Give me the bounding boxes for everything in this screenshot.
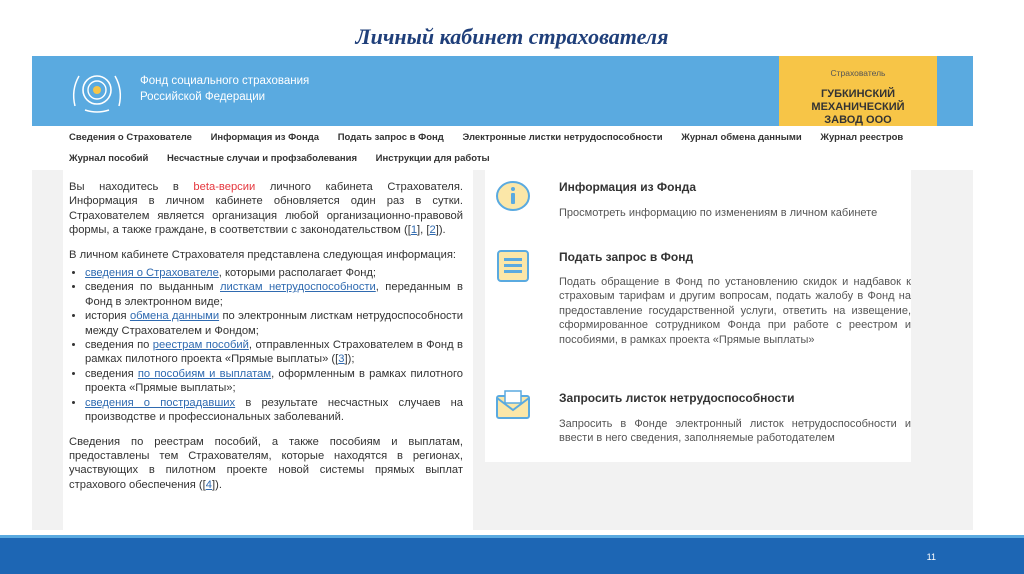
info-icon	[495, 178, 531, 214]
list-item	[85, 338, 463, 367]
nav-item-instructions[interactable]: Инструкции для работы	[375, 153, 490, 164]
card-text-sick-leave-request: Запросить в Фонде электронный листок нетрудоспособности и ввести в него сведения, заполняемые работодателем	[559, 418, 911, 445]
envelope-icon	[495, 388, 531, 424]
org-name-line2: Российской Федерации	[140, 91, 266, 103]
ref-link-1[interactable]: 1	[410, 224, 418, 237]
cabinet-screenshot	[32, 56, 973, 530]
slide-title: Личный кабинет страхователя	[355, 24, 669, 49]
card-title-submit-request[interactable]: Подать запрос в Фонд	[559, 250, 694, 264]
beta-label: beta-версии	[193, 181, 256, 193]
exchange-link[interactable]: обмена данными	[129, 310, 220, 323]
text: ]);	[344, 353, 355, 366]
footer-stripe	[0, 535, 1024, 538]
text: Сведения по реестрам пособий, а также пособиям и выплатам, предоставлены тем Страхователям, которые находятся в регионах, участвующих в пилотном проекте новой системы прямых выплат страхового обеспечения ([	[69, 435, 463, 491]
intro-paragraph-2: В личном кабинете Страхователя представлена следующая информация:	[69, 248, 456, 261]
document-list-icon	[495, 248, 531, 284]
text: история	[85, 310, 130, 323]
org-name-line1: Фонд социального страхования	[140, 75, 310, 87]
card-title-sick-leave-request[interactable]: Запросить листок нетрудоспособности	[559, 391, 795, 405]
intro-panel	[63, 170, 473, 530]
text: в результате несчастных случаев на производстве и профессиональных заболеваний.	[85, 396, 463, 424]
main-nav	[32, 126, 973, 170]
card-title-fund-info[interactable]: Информация из Фонда	[559, 180, 696, 194]
site-header	[32, 56, 973, 126]
fss-logo-icon	[67, 68, 127, 114]
intro-paragraph-3	[69, 435, 463, 493]
text: ]).	[435, 224, 446, 237]
ref-link-2[interactable]: 2	[429, 224, 436, 237]
text: по электронным листкам нетрудоспособности между Страхователем и Фондом;	[85, 310, 464, 337]
nav-item-submit-request[interactable]: Подать запрос в Фонд	[337, 132, 444, 143]
nav-item-exchange-log[interactable]: Журнал обмена данными	[681, 132, 802, 143]
registries-link[interactable]: реестрам пособий	[152, 339, 249, 352]
list-item	[85, 367, 463, 396]
list-item	[85, 309, 463, 338]
text: сведения по	[85, 339, 153, 352]
victims-link[interactable]: сведения о пострадавших	[85, 396, 236, 409]
intro-text	[69, 180, 463, 502]
nav-item-registry-log[interactable]: Журнал реестров	[820, 132, 904, 143]
nav-row-1	[69, 132, 919, 143]
nav-item-fund-info[interactable]: Информация из Фонда	[210, 132, 320, 143]
list-item	[85, 280, 463, 309]
page-number: 11	[926, 552, 936, 562]
text: личного кабинета Страхователя. Информация в личном кабинете обновляется один раз в сутки. Страхователем является организация любой организационно-правовой формы, а также граждане, в соответствии с законодательством ([	[69, 181, 463, 237]
text: , отправленных Страхователем в Фонд в рамках пилотного проекта «Прямые выплаты» ([	[85, 339, 463, 366]
text: , которыми располагает Фонд;	[218, 267, 377, 280]
nav-row-2	[69, 153, 506, 164]
actions-panel	[485, 170, 911, 462]
ref-link-4[interactable]: 4	[205, 478, 212, 491]
text: , оформленным в рамках пилотного проекта «Прямые выплаты»;	[85, 367, 463, 395]
sick-leave-link[interactable]: листкам нетрудоспособности	[220, 281, 376, 294]
insurer-box[interactable]	[779, 56, 937, 126]
text: ]).	[212, 478, 222, 491]
list-item	[85, 396, 463, 425]
intro-paragraph-1	[69, 180, 463, 238]
nav-item-sick-leave[interactable]: Электронные листки нетрудоспособности	[462, 132, 663, 143]
nav-item-benefits-log[interactable]: Журнал пособий	[69, 153, 149, 164]
info-list	[69, 266, 463, 424]
text: сведения по выданным	[85, 281, 220, 294]
card-text-fund-info: Просмотреть информацию по изменениям в личном кабинете	[559, 207, 878, 219]
insurer-value: ГУБКИНСКИЙ МЕХАНИЧЕСКИЙ ЗАВОД ООО	[811, 88, 905, 126]
nav-item-insurer-info[interactable]: Сведения о Страхователе	[69, 132, 192, 143]
insurer-label: Страхователь	[830, 68, 886, 78]
text: Вы находитесь в	[69, 181, 194, 193]
org-name	[140, 73, 309, 105]
ref-link-3[interactable]: 3	[338, 353, 345, 366]
slide-footer-bar	[0, 535, 1024, 574]
text: , переданным в Фонд в электронном виде;	[85, 281, 463, 308]
benefits-link[interactable]: по пособиям и выплатам	[137, 367, 272, 380]
insurer-info-link[interactable]: сведения о Страхователе	[85, 267, 219, 280]
card-text-submit-request: Подать обращение в Фонд по установлению скидок и надбавок к страховым тарифам и другим вопросам, подать жалобу в Фонд на предоставление государственной услуги, ответить на извещение, сформированное сотрудником Фонда при работе с реестром и пособиями, в рамках проекта «Прямые выплаты»	[559, 276, 911, 346]
text: ], [	[417, 224, 430, 237]
text: сведения	[85, 367, 138, 380]
list-item	[85, 266, 463, 280]
nav-item-accidents[interactable]: Несчастные случаи и профзаболевания	[166, 153, 358, 164]
